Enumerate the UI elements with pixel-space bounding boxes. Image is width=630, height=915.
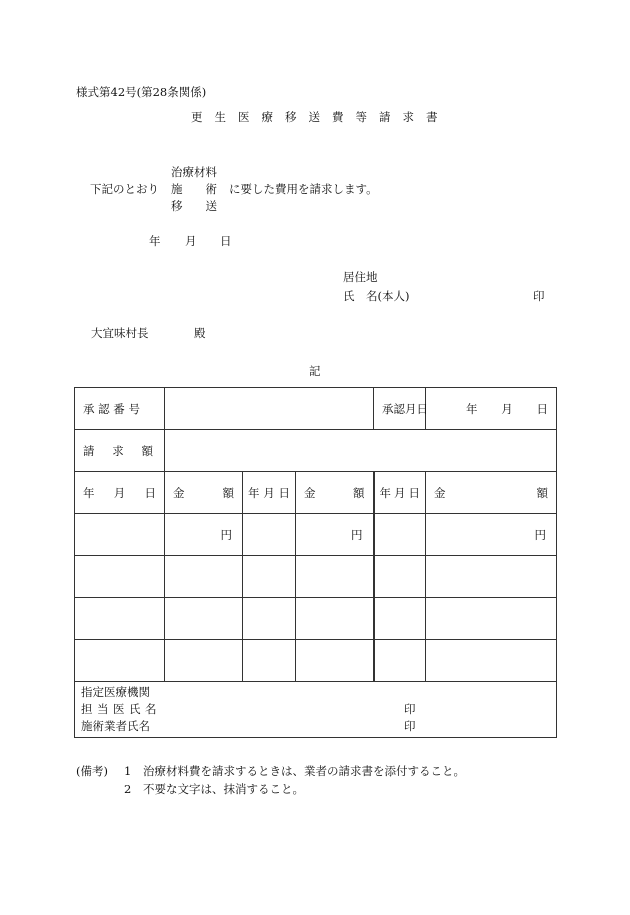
- date-cell[interactable]: [75, 598, 165, 640]
- practitioner-name-label: 施術業者氏名: [81, 719, 150, 733]
- col-date-header: 年 月 日: [374, 472, 426, 514]
- intro-prefix: 下記のとおり: [90, 182, 159, 196]
- approval-date-field[interactable]: 年 月 日: [426, 388, 557, 430]
- note-text: 不要な文字は、抹消すること。: [143, 782, 304, 796]
- intro-suffix: に要した費用を請求します。: [229, 182, 378, 196]
- approval-number-label: 承 認 番 号: [75, 388, 165, 430]
- addressee-honorific: 殿: [194, 326, 206, 340]
- intro-option-materials: 治療材料: [171, 165, 217, 179]
- date-cell[interactable]: [374, 640, 426, 682]
- claim-table: [74, 387, 557, 738]
- date-cell[interactable]: [75, 556, 165, 598]
- amount-cell[interactable]: [296, 640, 374, 682]
- notes-label: (備考): [76, 764, 108, 778]
- note-number: 2: [124, 782, 132, 796]
- amount-cell[interactable]: 円: [296, 514, 374, 556]
- col-date-header: 年 月 日: [243, 472, 296, 514]
- name-label: 氏 名(本人): [343, 289, 410, 303]
- date-cell[interactable]: [75, 640, 165, 682]
- col-amount-header: 金 額: [296, 472, 374, 514]
- amount-cell[interactable]: [165, 556, 243, 598]
- title-char: 書: [426, 110, 438, 124]
- title-char: 費: [332, 110, 344, 124]
- date-cell[interactable]: [243, 514, 296, 556]
- date-cell[interactable]: [243, 556, 296, 598]
- column-header-row: [75, 472, 557, 514]
- amount-cell[interactable]: [426, 640, 557, 682]
- claim-amount-field[interactable]: [165, 430, 557, 472]
- date-cell[interactable]: [243, 598, 296, 640]
- amount-cell[interactable]: 円: [426, 514, 557, 556]
- claim-amount-row: [75, 430, 557, 472]
- practitioner-seal: 印: [404, 719, 416, 733]
- claim-amount-label: 請 求 額: [75, 430, 165, 472]
- title-char: 求: [402, 110, 414, 124]
- approval-date-label: 承 認 月 日: [374, 388, 426, 430]
- col-amount-header: 金 額: [165, 472, 243, 514]
- signature-row: [75, 682, 557, 738]
- amount-cell[interactable]: [426, 598, 557, 640]
- col-amount-header: 金 額: [426, 472, 557, 514]
- ki-mark: 記: [309, 364, 321, 378]
- date-cell[interactable]: [374, 514, 426, 556]
- title-char: 等: [355, 110, 367, 124]
- doctor-seal: 印: [404, 702, 416, 716]
- date-day: 日: [220, 234, 232, 248]
- amount-cell[interactable]: 円: [165, 514, 243, 556]
- intro-option-transport: 移 送: [171, 199, 217, 213]
- document-title: [191, 110, 450, 124]
- date-cell[interactable]: [374, 556, 426, 598]
- title-char: 請: [379, 110, 391, 124]
- table-row: [75, 514, 557, 556]
- date-cell[interactable]: [243, 640, 296, 682]
- address-label: 居住地: [343, 270, 378, 284]
- amount-cell[interactable]: [165, 640, 243, 682]
- intro-option-treatment: 施 術: [171, 182, 217, 196]
- amount-cell[interactable]: [165, 598, 243, 640]
- amount-cell[interactable]: [426, 556, 557, 598]
- date-cell[interactable]: [374, 598, 426, 640]
- approval-row: [75, 388, 557, 430]
- date-year: 年: [149, 234, 161, 248]
- addressee-name: 大宜味村長: [91, 326, 149, 340]
- date-cell[interactable]: [75, 514, 165, 556]
- form-number: 様式第42号(第28条関係): [76, 85, 207, 99]
- col-date-header: 年 月 日: [75, 472, 165, 514]
- table-row: [75, 556, 557, 598]
- amount-cell[interactable]: [296, 598, 374, 640]
- note-number: 1: [124, 764, 132, 778]
- note-text: 治療材料費を請求するときは、業者の請求書を添付すること。: [143, 764, 465, 778]
- doctor-name-label: 担当医氏名: [81, 702, 161, 716]
- title-char: 送: [308, 110, 320, 124]
- table-row: [75, 598, 557, 640]
- designated-institution-label: 指定医療機関: [81, 685, 150, 699]
- title-char: 更: [191, 110, 203, 124]
- title-char: 生: [214, 110, 226, 124]
- title-char: 療: [261, 110, 273, 124]
- applicant-seal: 印: [533, 289, 545, 303]
- amount-cell[interactable]: [296, 556, 374, 598]
- title-char: 移: [285, 110, 297, 124]
- signature-block[interactable]: [75, 682, 557, 738]
- date-month: 月: [185, 234, 197, 248]
- approval-number-field[interactable]: [165, 388, 374, 430]
- table-row: [75, 640, 557, 682]
- title-char: 医: [238, 110, 250, 124]
